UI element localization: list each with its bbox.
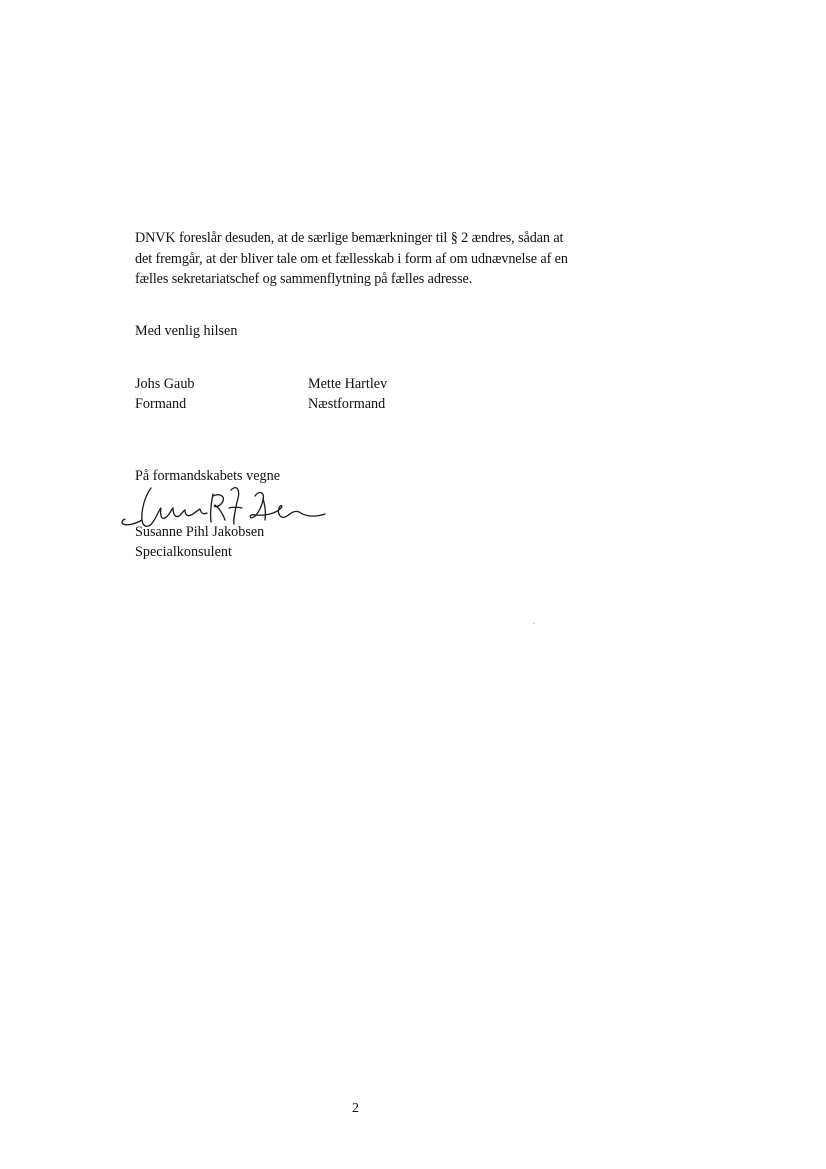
on-behalf-line: På formandskabets vegne: [135, 468, 280, 484]
signatory-name: Mette Hartlev: [308, 376, 388, 392]
signer-block: [135, 523, 264, 562]
signer-name: Susanne Pihl Jakobsen: [135, 524, 265, 540]
signer-title: Specialkonsulent: [135, 543, 232, 560]
page-number: 2: [352, 1101, 359, 1116]
paragraph-line: fælles sekretariatschef og sammenflytning på fælles adresse.: [135, 271, 473, 287]
paragraph-line: DNVK foreslår desuden, at de særlige bemærkninger til § 2 ændres, sådan at: [135, 230, 564, 246]
closing-greeting: Med venlig hilsen: [135, 323, 238, 339]
scan-speck: [533, 623, 535, 624]
signatory-role: Næstformand: [308, 395, 386, 412]
signatory-block-right: [308, 375, 387, 414]
signatory-role: Formand: [135, 395, 187, 412]
body-paragraph: [135, 228, 615, 290]
signatory-block-left: [135, 375, 195, 414]
paragraph-line: det fremgår, at der bliver tale om et fællesskab i form af om udnævnelse af en: [135, 250, 568, 267]
signatory-name: Johs Gaub: [135, 376, 195, 392]
